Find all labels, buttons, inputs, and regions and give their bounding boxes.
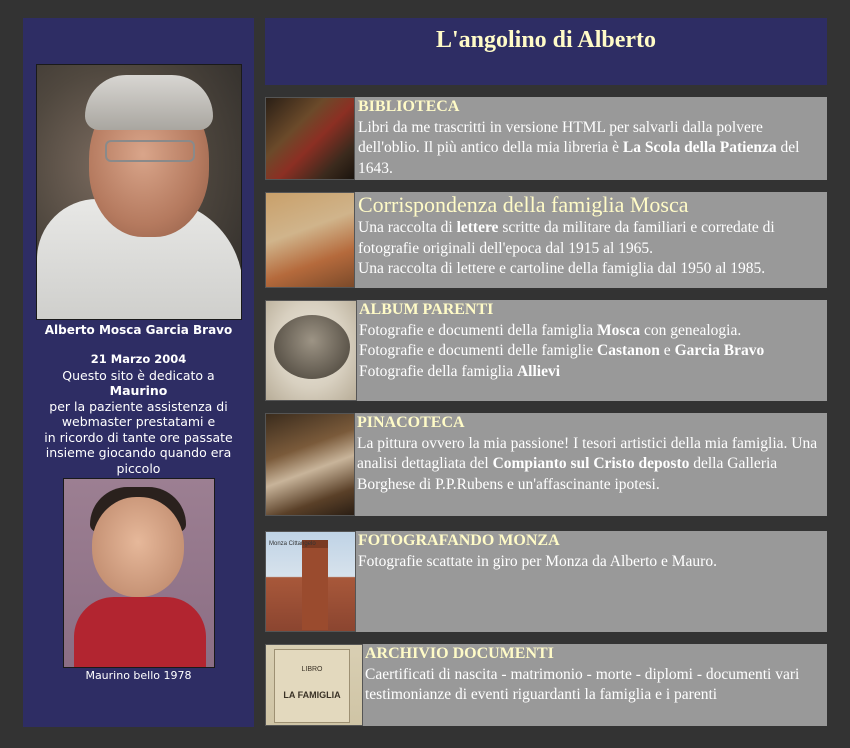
- page-header: [265, 18, 827, 85]
- dedication: [23, 352, 254, 476]
- portrait-caption: Alberto Mosca Garcia Bravo: [44, 323, 233, 337]
- archivio-thumb-line2: LA FAMIGLIA: [283, 689, 341, 700]
- corrispondenza-title[interactable]: Corrispondenza della famiglia Mosca: [358, 192, 689, 217]
- album-garcia-bravo-link[interactable]: Garcia Bravo: [674, 342, 765, 359]
- biblioteca-text: BIBLIOTECA Libri da me trascritti in versione HTML per salvarli dalla polvere dell'oblio. Il più antico della mia libreria è La Scola della Patienza del 1643.: [358, 97, 827, 179]
- section-biblioteca[interactable]: [265, 97, 827, 180]
- section-pinacoteca[interactable]: [265, 413, 827, 516]
- monza-text: FOTOGRAFANDO MONZA Fotografie scattate in giro per Monza da Alberto e Mauro.: [358, 531, 827, 572]
- album-castanon-link[interactable]: Castanon: [597, 342, 660, 359]
- lettere-link[interactable]: lettere: [456, 219, 499, 236]
- archivio-thumb-line1: LIBRO: [301, 666, 323, 673]
- corrispondenza-text: Corrispondenza della famiglia Mosca Una raccolta di lettere scritte da militare da familiari e corredate di fotografie originali dell'epoca dal 1915 al 1965. Una raccolta di lettere e cartoline della famiglia dal 1950 al 1985.: [358, 192, 827, 280]
- dedication-line3: in ricordo di tante ore passate insieme giocando quando era piccolo: [44, 429, 233, 476]
- archivio-thumbnail[interactable]: [265, 644, 363, 726]
- section-corrispondenza[interactable]: [265, 192, 827, 288]
- album-title[interactable]: ALBUM PARENTI: [359, 301, 494, 318]
- dedication-name: Maurino: [109, 383, 168, 398]
- archivio-text: ARCHIVIO DOCUMENTI Caertificati di nascita - matrimonio - morte - diplomi - documenti vari testimonianze di eventi riguardanti la famiglia e i parenti: [365, 644, 827, 706]
- monza-title[interactable]: FOTOGRAFANDO MONZA: [358, 532, 560, 549]
- monza-thumbnail[interactable]: [265, 531, 356, 632]
- pinacoteca-text: PINACOTECA La pittura ovvero la mia passione! I tesori artistici della mia famiglia. Una analisi dettagliata del Compianto sul Cristo deposto della Galleria Borghese di P.P.Rubens e un'affascinante ipotesi.: [357, 413, 827, 495]
- album-mosca-link[interactable]: Mosca: [597, 321, 641, 339]
- album-text: ALBUM PARENTI Fotografie e documenti della famiglia Mosca con genealogia. Fotografie e documenti delle famiglie Castanon e Garcia Bravo Fotografie della famiglia Allievi: [359, 300, 827, 382]
- monza-thumbnail-label: Monza Cittangelo: [269, 541, 316, 547]
- corrispondenza-thumbnail[interactable]: [265, 192, 355, 288]
- section-fotografando-monza[interactable]: [265, 531, 827, 632]
- archivio-title[interactable]: ARCHIVIO DOCUMENTI: [365, 645, 554, 662]
- page-title: L'angolino di Alberto: [435, 27, 657, 53]
- child-caption: Maurino bello 1978: [85, 669, 192, 682]
- pinacoteca-thumbnail[interactable]: [265, 413, 355, 516]
- section-album-parenti[interactable]: [265, 300, 827, 401]
- biblioteca-link[interactable]: La Scola della Patienza: [622, 139, 777, 156]
- compianto-link[interactable]: Compianto sul Cristo deposto: [492, 455, 690, 472]
- sidebar: [23, 18, 254, 727]
- dedication-line2: per la paziente assistenza di webmaster prestatami e: [49, 398, 228, 429]
- biblioteca-thumbnail[interactable]: [265, 97, 355, 180]
- portrait-photo: [36, 64, 242, 320]
- dedication-line1: Questo sito è dedicato a: [62, 367, 215, 383]
- dedication-date: 21 Marzo 2004: [90, 352, 187, 366]
- biblioteca-title[interactable]: BIBLIOTECA: [358, 98, 460, 115]
- child-photo: [63, 478, 215, 668]
- section-archivio-documenti[interactable]: [265, 644, 827, 726]
- album-allievi-link[interactable]: Allievi: [516, 362, 561, 380]
- pinacoteca-title[interactable]: PINACOTECA: [357, 414, 465, 431]
- album-thumbnail[interactable]: [265, 300, 357, 401]
